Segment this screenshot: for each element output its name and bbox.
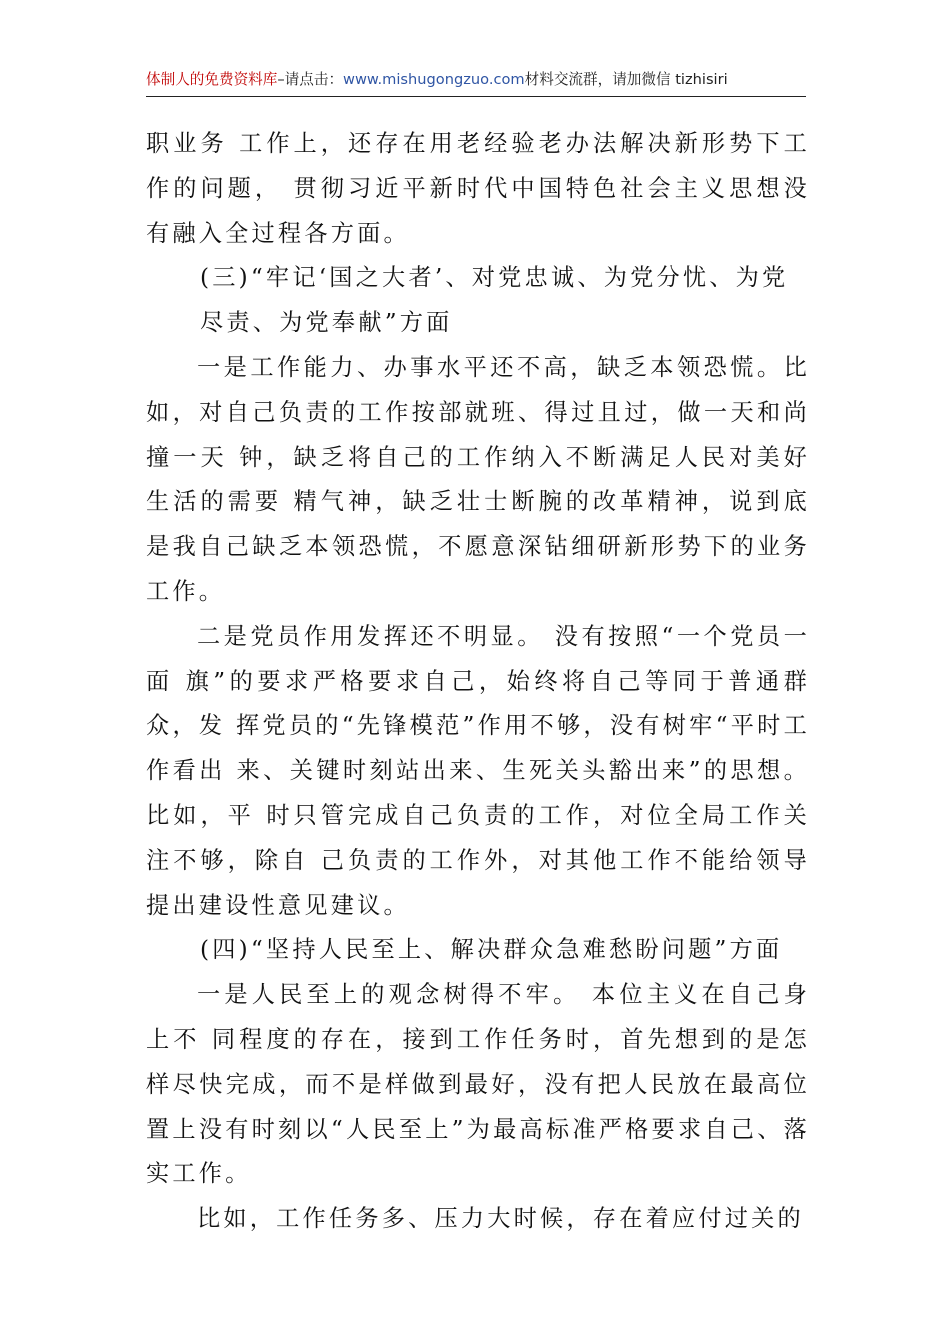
paragraph: 一是工作能力、办事水平还不高，缺乏本领恐慌。比如，对自己负责的工作按部就班、得过且过，做一天和尚撞一天 钟，缺乏将自己的工作纳入不断满足人民对美好生活的需要 精气神，缺乏壮士断腕的改革精神，说到底是我自己缺乏本领恐慌，不愿意深钻细研新形势下的业务工作。 [146,353,810,605]
document-body [146,122,810,1242]
page-header [146,64,806,97]
paragraph: 比如，工作任务多、压力大时候，存在着应付过关的 [197,1205,804,1233]
paragraph: 二是党员作用发挥还不明显。 没有按照“一个党员一面 旗”的要求严格要求自己，始终将自己等同于普通群众，发 挥党员的“先锋模范”作用不够，没有树牢“平时工作看出 来、关键时刻站出来、生死关头豁出来”的思想。比如，平 时只管完成自己负责的工作，对位全局工作关注不够，除自 己负责的工作外，对其他工作不能给领导提出建设性意见建议。 [146,622,810,919]
section-heading-4: (四)“坚持人民至上、解决群众急难愁盼问题”方面 [200,936,783,964]
header-suffix: 材料交流群，请加微信 tizhisiri [524,71,728,88]
paragraph-continuation: 职业务 工作上，还存在用老经验老办法解决新形势下工作的问题， 贯彻习近平新时代中国特色社会主义思想没有融入全过程各方面。 [146,130,810,247]
header-prompt: –请点击： [277,71,344,88]
paragraph: 一是人民至上的观念树得不牢。 本位主义在自己身上不 同程度的存在，接到工作任务时，首先想到的是怎样尽快完成，而不是样做到最好，没有把人民放在最高位置上没有时刻以“人民至上”为最高标准严格要求自己、落实工作。 [146,981,810,1188]
header-brand: 体制人的免费资料库 [146,71,278,88]
header-url-link[interactable]: www.mishugongzuo.com [343,71,525,88]
section-heading-3: (三)“牢记‘国之大者’、对党忠诚、为党分忧、为党尽责、为党奉献”方面 [200,264,789,337]
